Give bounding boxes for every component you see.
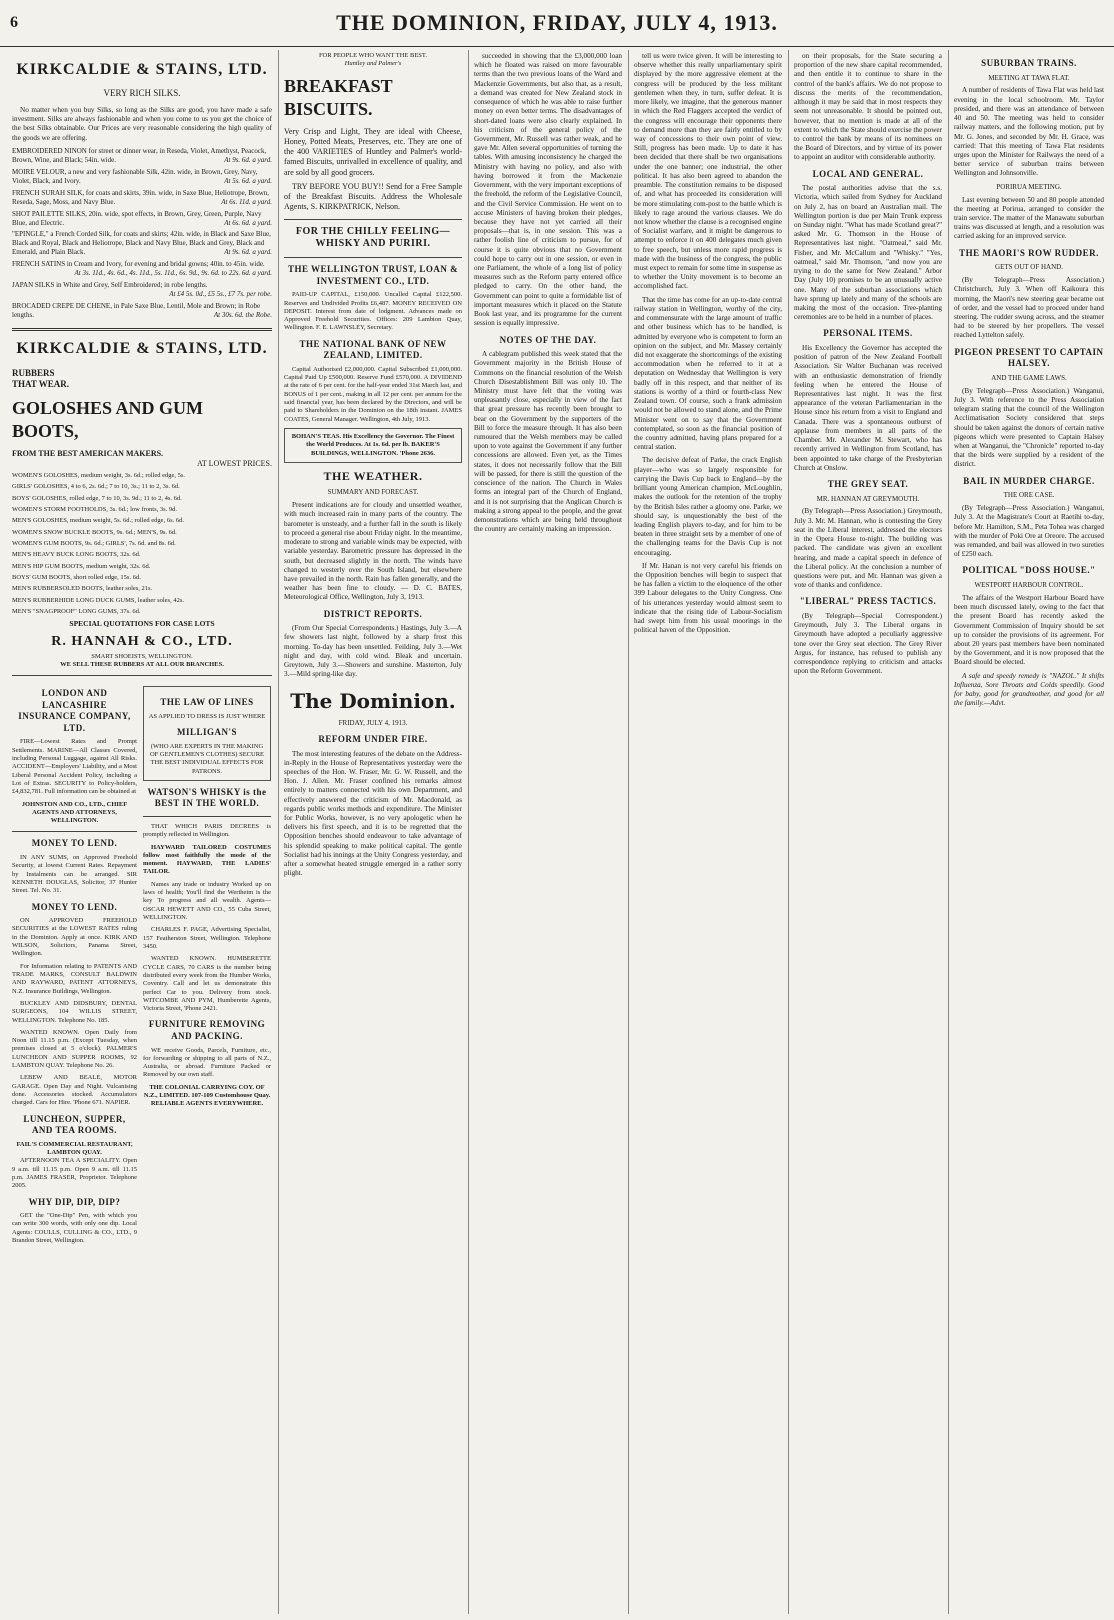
- article-body: That the time has come for an up-to-date central railway station in Wellington, worthy of the city, and commensurate with the large amount of traffic and other business which has to be handled, is admitted by everyone who is competent to form an opinion on the subject, and Mr. Massey certainly did not exaggerate the shortcomings of the existing accommodation when he referred to it at a deputation on Wednesday that Wellington is very badly off in this respect, and that neither of its stations is worthy of a third or fourth-class New Zealand town. Of course, such a frank admission would not be allowed to stand alone, and the Prime Minister went on to say that the Government contemplated, so soon as the financial position of the country admitted, having plans prepared for a central station.: [634, 295, 782, 452]
- porirua-body: Last evening between 50 and 80 people attended the meeting at Porirua, arranged to consider the train service. The matter of the Manawatu suburban trains was discussed at length, and a resolution was carried asking for an improved service.: [954, 195, 1104, 241]
- column-divider: [278, 50, 279, 1614]
- rubber-item: MEN'S HIP GUM BOOTS, medium weight, 32s. 6d.: [12, 562, 151, 570]
- column-divider: [948, 50, 949, 1614]
- goloshes-lowest: AT LOWEST PRICES.: [196, 458, 272, 468]
- rubber-item: WOMEN'S GOLOSHES, medium weight, 3s. 6d.; rolled edge, 5s.: [12, 472, 186, 480]
- hannah-sub: SMART SHOEISTS, WELLINGTON.: [91, 652, 193, 660]
- rubber-item: BOYS' GUM BOOTS, short rolled edge, 15s. 6d.: [12, 573, 141, 581]
- kirkcaldie-rubbers-heading: KIRKCALDIE & STAINS, LTD.: [16, 340, 268, 358]
- dip-heading: WHY DIP, DIP, DIP?: [28, 1196, 121, 1207]
- paris-ad: THAT WHICH PARIS DECREES is promptly reflected in Wellington.: [143, 822, 271, 839]
- silk-item: JAPAN SILKS in White and Grey, Self Embroidered; in robe lengths. At £4 5s. 0d., £5 5s., £7 7s. per robe.: [12, 281, 272, 299]
- insurance-agent: JOHNSTON AND CO., LTD., CHIEF AGENTS AND ATTORNEYS, WELLINGTON.: [21, 800, 128, 825]
- column-divider: [628, 50, 629, 1614]
- carrying-company: THE COLONIAL CARRYING COY. OF N.Z., LIMITED. 107-109 Customhouse Quay. RELIABLE AGENTS EVERYWHERE.: [143, 1083, 271, 1108]
- ad-left: [12, 682, 137, 1249]
- column-divider: [468, 50, 469, 1614]
- law-heading: THE LAW OF LINES: [160, 697, 254, 708]
- page-ad: CHARLES F. PAGE, Advertising Specialist, 157 Featherston Street, Wellington. Telephone 3450.: [143, 926, 271, 950]
- murder-heading: BAIL IN MURDER CHARGE.: [963, 475, 1095, 486]
- westport-heading: WESTPORT HARBOUR CONTROL.: [974, 580, 1084, 589]
- divider: [12, 328, 272, 331]
- luncheon-heading: LUNCHEON, SUPPER, AND TEA ROOMS.: [23, 1113, 126, 1136]
- money2-heading: MONEY TO LEND.: [31, 901, 118, 912]
- rubber-item: MEN'S GOLOSHES, medium weight, 5s. 6d.; rolled edge, 6s. 6d.: [12, 517, 184, 525]
- newspaper-title: THE DOMINION, FRIDAY, JULY 4, 1913.: [336, 10, 778, 35]
- grey-heading: THE GREY SEAT.: [827, 479, 909, 489]
- column-six: [954, 52, 1104, 1614]
- liberal-body: (By Telegraph—Special Correspondent.) Greymouth, July 3. The Liberal organs in Greymouth have adopted a peculiarly aggressive tone over the Grey seat election. The Grey River Argus, for instance, has refused to publish any correspondence replying to criticism and attacks upon the Reform Government.: [794, 611, 942, 676]
- article-body: on their proposals, for the State securing a proportion of the new share capital recommended, and then entitle it to continue to share in the control of the bank's affairs. We do not propose to discuss the merits of the recommendation, although it may be said that in most respects they seem not unreasonable. It should be pointed out, however, that no mention is made at all of the extent to which the State should exercise the power to control the bank by means of its nominees on the Board of Directors, and by virtue of its power to appoint an auditor with considerable authority.: [794, 52, 942, 162]
- column-two: [284, 52, 462, 1614]
- silks-subheading: VERY RICH SILKS.: [103, 88, 181, 99]
- biscuits-intro: FOR PEOPLE WHO WANT THE BEST.: [318, 52, 428, 59]
- rudder-sub: GETS OUT OF HAND.: [995, 263, 1063, 272]
- rubber-item: GIRLS' GOLOSHES, 4 to 6, 2s. 6d.; 7 to 10, 3s.; 11 to 2, 3s. 6d.: [12, 483, 180, 491]
- dentist-ad: BUCKLEY AND DIDSBURY, DENTAL SURGEONS, 104 WILLIS STREET, WELLINGTON. Telephone No. 185.: [12, 999, 137, 1024]
- rubbers-line: THAT WEAR.: [12, 379, 70, 390]
- patents-ad: For Information relating to PATENTS AND TRADE MARKS, CONSULT BALDWIN AND RAYWARD, PATENT ATTORNEYS, N.Z. Insurance Buildings, Wellington.: [12, 962, 137, 995]
- dip-body: GET the "One-Dip" Pen, with which you can write 300 words, with only one dip. Local Agents: COULLS, CULLING & CO., LTD., 9 Brandon Street, Wellington.: [12, 1212, 137, 1244]
- goloshes-from: FROM THE BEST AMERICAN MAKERS.: [12, 448, 164, 458]
- rudder-heading: THE MAORI'S ROW RUDDER.: [959, 247, 1099, 258]
- page-number: 6: [10, 14, 18, 31]
- silk-item: MOIRE VELOUR, a new and very fashionable Silk, 42in. wide, in Brown, Grey, Navy, Violet, Black, and Ivory. At 5s. 6d. a yard.: [12, 167, 272, 185]
- notes-body: A cablegram published this week stated that the Government majority in the British House of Commons on the financial resolution of the Welsh Church Disestablishment Bill was only 10. The Ministry must have felt that the voting was unpleasantly close, especially in view of the fact that great pressure has recently been brought to bear on the Government by the supporters of the Bill to force the measure through. It has also been rumoured that the Welsh members may be called upon to vote against the Government if any further concessions are allowed. Even yet, as the Times states, it does not necessarily follow that the Bill will be passed, for there is still the question of the conscience of the nation. The Church in Wales forms an integral part of the Church of England, and it is not surprising that the Anglican Church is making a strong appeal to the people, and the great demonstrations which are being held throughout the country are certainly making an impression.: [474, 350, 622, 534]
- silk-item: FRENCH SURAH SILK, for coats and skirts, 39in. wide, in Saxe Blue, Heliotrope, Brown, Reseda, Sage, Moss, and Navy Blue. At 6s. 11d. a yard.: [12, 188, 272, 206]
- silk-item: EMBROIDERED NINON for street or dinner wear, in Reseda, Violet, Amethyst, Peacock, Brown, Wine, and Black; 54in. wide. At 9s. 6d. a yard.: [12, 146, 272, 164]
- reform-body: The most interesting features of the debate on the Address-in-Reply in the House of Representatives yesterday were the speeches of the Hon. W. Fraser, Mr. G. W. Russell, and the Hon. J. Allen. Mr. Fraser confined his remarks almost entirely to matters connected with his own Department, and effectively answered the criticism of Mr. Macdonald, as regards public works methods and expenditure. The Minister for Public Works, however, is no very apologetic when he delivers his first speech, and it is to be regretted that the Opposition benches should endeavour to take advantage of his splendid speaking to make political capital. The gentle Socialist had his innings at the Unity Congress yesterday, and after a somewhat heated struggle emerged in a rather sorry plight.: [284, 749, 462, 878]
- insurance-body: FIRE—Lowest Rates and Prompt Settlements. MARINE—All Classes Covered, including Personal Luggage, against All Risks. ACCIDENT—Employers' Liability, and a Most Liberal Personal Accident Policy, including a Lot of Extras. SECURITY to Policy-holders, £4,832,781. Full information can be obtained at: [12, 738, 137, 796]
- article-body: succeeded in showing that the £3,000,000 loan which he floated was raised on more favourable terms than the two previous loans of the Ward and Mackenzie Governments, but also that, as a result, a demand was created for New Zealand stock in consequence of which he was able to raise further money on even better terms. The disadvantages of short-dated loans were also clearly explained. In his criticism of the general policy of the Government, Mr. Russell was rather weak, and he gave Mr. Allen several opportunities of turning the tables. With amusing inconsistency he charged the Ministry with having no policy, and also with having borrowed it from the Mackenzie Government, with the very important exceptions of the freehold, the reform of the Legislative Council, and the Civil Service Commission. He went on to accuse Ministers of having broken their pledges, because they have not yet carried all their proposals—that is, in one session. This was a rather foolish line of criticism to pursue, for of course it is quite obvious that no Government could hope to carry out in one session, or even in one Parliament, the whole of a long list of policy measures such as the Reform party entered office pledged to carry. On the other hand, the Government can point to quite a formidable list of important measures which it placed on the Statute Book last year, and its programme for the current session is equally impressive.: [474, 52, 622, 328]
- rubber-item: MEN'S RUBBERHIDE LONG DUCK GUMS, leather soles, 42s.: [12, 596, 184, 604]
- law-of-lines-ad: [143, 686, 271, 781]
- money-heading: MONEY TO LEND.: [31, 838, 118, 849]
- furniture-body: WE receive Goods, Parcels, Furniture, etc., for forwarding or shipping to all parts of N.Z., Australia, or abroad. Furniture Packed or Removed by our own staff.: [143, 1046, 271, 1079]
- column-three: [474, 52, 622, 1614]
- divider: [12, 675, 272, 676]
- biscuits-try: TRY BEFORE YOU BUY!! Send for a Free Sample of the Breakfast Biscuits. Address the Wholesale Agents, S. KIRKPATRICK, Nelson.: [284, 181, 462, 212]
- dominion-title: The Dominion.: [290, 689, 456, 714]
- wanted-ad: WANTED KNOWN. Open Daily from Noon till 11.15 p.m. (Except Tuesday, when premises closed at 5 o'clock). PALMER'S LUNCHEON AND SUPPER ROOMS, 92 LAMBTON QUAY. Telephone No. 26.: [12, 1028, 137, 1070]
- liberal-heading: "LIBERAL" PRESS TACTICS.: [799, 596, 937, 607]
- ad-row: [12, 682, 272, 1249]
- local-heading: LOCAL AND GENERAL.: [812, 168, 924, 179]
- rubbers-line: RUBBERS: [12, 367, 55, 378]
- watson-whisky-ad: WATSON'S WHISKY is the BEST IN THE WORLD.: [147, 786, 267, 809]
- column-divider: [788, 50, 789, 1614]
- paper-ad: Names any trade or industry Worked up on laws of health; You'll find the Wertheim is the key To progress and all wealth. Agents—OSCAR HEWETT AND CO., 55 Cuba Street, WELLINGTON.: [143, 880, 271, 922]
- hannah-heading: R. HANNAH & CO., LTD.: [51, 633, 233, 649]
- milligan-name: MILLIGAN'S: [176, 727, 237, 738]
- money2-body: ON APPROVED FREEHOLD SECURITIES at the LOWEST RATES ruling in the Dominion. Apply at once. KIRK AND WILSON, Solicitors, Panama Street, Wellington.: [12, 917, 137, 958]
- rudder-body: (By Telegraph—Press Association.) Christchurch, July 3. When off Kaikoura this morning, the Maori's new steering gear became out of order, and the vessel had to proceed under hand steering. The rudder swung across, and the steamer had to be steered by her propellers. The vessel reached Lyttelton safely.: [954, 276, 1104, 340]
- divider: [143, 816, 271, 817]
- furniture-heading: FURNITURE REMOVING AND PACKING.: [148, 1019, 266, 1041]
- westport-body: The affairs of the Westport Harbour Board have been much discussed lately, owing to the fact that the present Board has recently asked the Government Commission of Inquiry should be set up to consider the provisions of its agreement. For about 20 years past members have been nominated by the Government, and it is now proposed that the Board should be elected.: [954, 593, 1104, 667]
- pigeon-heading: PIGEON PRESENT TO CAPTAIN HALSEY.: [954, 346, 1104, 369]
- district-heading: DISTRICT REPORTS.: [323, 608, 423, 619]
- biscuits-body: Very Crisp and Light, They are ideal with Cheese, Honey, Potted Meats, Preserves, etc. They are one of the 400 VARIETIES of Huntley and Palmer's world-famed Biscuits, unrivalled in excellence of quality, and are sold by all good grocers.: [284, 126, 462, 177]
- rubber-item: MEN'S HEAVY BUCK LONG BOOTS, 32s. 6d.: [12, 551, 141, 559]
- divider: [284, 257, 462, 258]
- grey-sub: MR. HANNAN AT GREYMOUTH.: [816, 494, 920, 503]
- hayward-ad: HAYWARD TAILORED COSTUMES follow most faithfully the mode of the moment. HAYWARD, THE LADIES' TAILOR.: [143, 843, 271, 876]
- rubber-item: MEN'S "SNAGPROOF" LONG GUMS, 37s. 6d.: [12, 607, 141, 615]
- rubber-item: MEN'S RUBBERSOLED BOOTS, leather soles, 21s.: [12, 585, 153, 593]
- silk-item: "EPINGLE," a French Corded Silk, for coats and skirts; 42in. wide, in Black and Saxe Blue, Black and Royal, Black and Heliotrope, Black and Navy Blue, Black and Grey, Black and Emerald, and Plain Black. At 9s. 6d. a yard.: [12, 230, 272, 257]
- rubber-item: WOMEN'S GUM BOOTS, 9s. 6d.; GIRLS', 7s. 6d. and 8s. 6d.: [12, 539, 176, 547]
- silk-item: FRENCH SATINS in Cream and Ivory, for evening and bridal gowns; 40in. to 45in. wide. At 3s. 11d., 4s. 6d., 4s. 11d., 5s. 11d., 6s. 9d., 9s. 6d. to 22s. 6d. a yard.: [12, 260, 272, 278]
- personal-body: His Excellency the Governor has accepted the position of patron of the New Zealand Football Association. Sir Walter Buchanan was received with an enthusiastic demonstration of friendly feeling when he entered the House of Representatives last night. It was the first appearance of the veteran Parliamentarian in the House since his return from a visit to England and Canada. There was a spontaneous outburst of applause from members in all parts of the Chamber. Mr. Alexander M. Stewart, who has recently arrived in Wellington from Scotland, has been appointed to take charge of the Presbyterian Church at Onslow.: [794, 343, 942, 472]
- ad-right: [143, 682, 271, 1249]
- pigeon-body: (By Telegraph—Press Association.) Wanganui, July 3. With reference to the Press Association telegram stating that the council of the Wellington Acclimatisation Society considered that steps should be taken against the donors of certain native pigeons which were presented to Captain Halsey when at Wanganui, the "Chronicle" reported to-day that the birds were supplied by a resident of the district.: [954, 386, 1104, 469]
- trust-heading: THE WELLINGTON TRUST, LOAN & INVESTMENT CO., LTD.: [287, 264, 459, 286]
- biscuits-maker: Huntley and Palmer's: [344, 60, 402, 68]
- pigeon-sub: AND THE GAME LAWS.: [991, 373, 1067, 382]
- notes-heading: NOTES OF THE DAY.: [499, 334, 597, 345]
- special-quotations: SPECIAL QUOTATIONS FOR CASE LOTS: [69, 619, 215, 629]
- murder-sub: THE ORE CASE.: [1003, 491, 1055, 500]
- nazol-ad: A safe and speedy remedy is "NAZOL." It shifts Influenza, Sore Throats and Colds speedily. Good for baby, good for grandmother, and good for all the family.—Advt.: [954, 671, 1104, 708]
- money-body: IN ANY SUMS, on Approved Freehold Security, at lowest Current Rates. Repayment by Instalments can be arranged. SIR KENNETH DOUGLAS, Solicitor, 37 Hunter Street. Tel. No. 31.: [12, 853, 137, 895]
- tawa-heading: MEETING AT TAWA FLAT.: [988, 73, 1070, 82]
- bohan-teas-ad: BOHAN'S TEAS. His Excellency the Governor. The Finest the World Produces. At 1s. 6d. per lb. BAKER'S BUILDINGS, WELLINGTON. 'Phone 2636.: [284, 428, 462, 463]
- insurance-heading: LONDON AND LANCASHIRE INSURANCE COMPANY, LTD.: [18, 688, 131, 733]
- weather-heading: THE WEATHER.: [323, 468, 423, 483]
- personal-heading: PERSONAL ITEMS.: [823, 328, 913, 339]
- doss-heading: POLITICAL "DOSS HOUSE.": [962, 565, 1096, 576]
- local-body: The postal authorities advise that the s.s. Victoria, which sailed from Sydney for Auckland on July 2, has on board an Australian mail. The Wellington portion is due per Main Trunk express on Sunday night. "What has made Scotland great?" asked Mr. G. Thomson in the House of Representatives last night. "Oatmeal," said Mr. Fisher, and Mr. McCallum and "Whisky." "Yes, oatmeal," said Mr. Thomson, "and now you are trying to do the same for New Zealand." Arbor Day (July 10) promises to be an unusually active one. Many of the suburban associations which have sprung up lately and many of the schools are making the most of the occasion. Tree-planting ceremonies are to be held in a number of places.: [794, 184, 942, 322]
- fail-restaurant: FAIL'S COMMERCIAL RESTAURANT, LAMBTON QUAY.: [16, 1140, 133, 1156]
- law-body: AS APPLIED TO DRESS IS JUST WHERE: [148, 712, 266, 720]
- rubber-item: WOMEN'S STORM FOOTHOLDS, 3s. 6d.; low fronts, 3s. 9d.: [12, 506, 178, 514]
- article-body: If Mr. Hanan is not very careful his friends on the Opposition benches will begin to suspect that he has fallen a victim to the eloquence of the other 399 Labour delegates to the Unity Congress. One of his utterances yesterday would almost seem to indicate that the rising tide of Labour-Socialism had swept him from his usual moorings in the political haven of the Opposition.: [634, 561, 782, 635]
- law-tail: (WHO ARE EXPERTS IN THE MAKING OF GENTLEMEN'S CLOTHES) SECURE THE BEST INDIVIDUAL EFFECTS FOR PATRONS.: [149, 742, 265, 775]
- humberette-ad: WANTED KNOWN. HUMBERETTE CYCLE CARS, 70 CARS is the number being distributed every week from the Humber Works, Coventry. Call and let us demonstrate this perfect Car to you. Delivery from stock. WITCOMBE AND PYM, Humberette Agents, Victoria Street, 'Phone 2421.: [143, 955, 271, 1013]
- silk-item: BROCADED CREPE DE CHENE, in Pale Saxe Blue, Lentil, Mole and Brown; in Robe lengths. At 30s. 6d. the Robe.: [12, 302, 272, 320]
- motor-ad: LEBEW AND BEALE, MOTOR GARAGE. Open Day and Night. Vulcanising done. Accessories stocked. Accumulators charged. Cars for Hire. 'Phone 671. NAPIER.: [12, 1074, 137, 1107]
- rubber-item: WOMEN'S SNOW BUCKLE BOOTS, 9s. 6d.; MEN'S, 9s. 6d.: [12, 528, 177, 536]
- dominion-date: FRIDAY, JULY 4, 1913.: [338, 719, 408, 728]
- biscuits-heading: BREAKFAST BISCUITS.: [284, 75, 393, 119]
- rubber-item: BOYS' GOLOSHES, rolled edge, 7 to 10, 3s. 9d.; 11 to 2, 4s. 6d.: [12, 494, 182, 502]
- murder-body: (By Telegraph—Press Association.) Wanganui, July 3. At the Magistrate's Court at Raetihi to-day, before Mr. Hamilton, S.M., Peta Tohea was charged with the murder of Poki Ore at Oreore. The accused was remanded, and bail was allowed in two sureties of £250 each.: [954, 504, 1104, 559]
- grey-body: (By Telegraph—Press Association.) Greymouth, July 3. Mr. M. Hannan, who is contesting the Grey seat in the Liberal interest, addressed the electors in the Opera House to-night. The building was packed. The candidate was given an excellent hearing, and made a capital speech in defence of the Liberal policy. At the conclusion a number of questions were put, and Mr. Hannan was given a vote of thanks and confidence.: [794, 507, 942, 590]
- weather-body: Present indications are for cloudy and unsettled weather, with much increased rain in many parts of the country. The barometer is unsteady, and a further fall in the south is likely to proceed a general rise about Friday night. In the meantime, moderate to strong and variable winds may be expected, with variable yesterday. Barometric pressure has depressed in the south, but decreased slightly in the north. The winds have changed to westerly over the South Island, but elsewhere have prevailed in the north. Rain has fallen generally, and the weather has been fine to cloudy. — D. C. BATES, Meteorological Office, Wellington, July 3, 1913.: [284, 501, 462, 602]
- masthead: [0, 0, 1114, 47]
- trust-body: PAID-UP CAPITAL, £150,000. Uncalled Capital £122,500. Reserves and Undivided Profits £6,487. MONEY RECEIVED ON DEPOSIT. Interest from date of lodgment. Advances made on Approved Freehold Securities. Offices: 209 Lambton Quay, Wellington. F. E. LAWNSLEY, Secretary.: [284, 291, 462, 332]
- weather-sub: SUMMARY AND FORECAST.: [327, 488, 419, 497]
- goloshes-heading: GOLOSHES AND GUM BOOTS,: [12, 397, 204, 441]
- divider: [12, 831, 137, 832]
- suburban-heading: SUBURBAN TRAINS.: [981, 58, 1077, 68]
- kirkcaldie-silks-heading: KIRKCALDIE & STAINS, LTD.: [16, 61, 268, 78]
- whisky-ad: FOR THE CHILLY FEELING— WHISKY AND PURIRI.: [295, 225, 451, 250]
- divider: [284, 219, 462, 220]
- article-body: The decisive defeat of Parke, the crack English player—who was so largely responsible for carrying the Davis Cup back to England—by the brilliant young American champion, McLoughlin, makes the outlook for the retention of the trophy by the British Isles rather a gloomy one. Parke, we should say, is unquestionably the best of the leading English players to-day, and for him to be beaten in three straight sets by a member of one of the challenging teams for the Davis Cup is not encouraging.: [634, 456, 782, 557]
- district-body: (From Our Special Correspondents.) Hastings, July 3.—A few showers last night, followed by a sharp frost this morning. To-day has been unsettled. Feilding, July 3.—Wet night and day, with cold wind. Bleak and uncertain. Greytown, July 3.—Showers and sunshine. Masterton, July 3.—Mild spring-like day.: [284, 624, 462, 679]
- bank-body: Capital Authorised £2,000,000. Capital Subscribed £1,000,000. Capital Paid Up £500,000. Reserve Fund £570,000. A DIVIDEND at the rate of 6 per cent. for the half-year ended 31st March last, and BONUS of 1 per cent., making in all 12 per cent. per annum for the said financial year, has been declared by the Directors, and will be paid to Shareholders in the Dominion on the 18th instant. JAMES COATES, General Manager. Wellington, 4th July, 1913.: [284, 365, 462, 423]
- column-advertisements: [12, 52, 272, 1614]
- silks-intro: No matter when you buy Silks, so long as the Silks are good, you have made a safe investment. Silks are always fashionable and when you come to us you get the choice of the best Silks obtainable. Our Prices are very reasonable considering the high quality of the goods we are offering.: [12, 105, 272, 142]
- reform-heading: REFORM UNDER FIRE.: [318, 734, 428, 744]
- tawa-body: A number of residents of Tawa Flat was held last evening in the local schoolroom. Mr. Taylor presided, and there was an attendance of between 40 and 50. The meeting was held to consider railway matters, and the following motion, put by Mr. G. Jones, and seconded by Mr. H. Grace, was carried: That this meeting of Tawa Flat residents urges upon the Minister for Railways the need of a better service of suburban trains between Wellington and Johnsonville.: [954, 86, 1104, 178]
- bank-heading: THE NATIONAL BANK OF NEW ZEALAND, LIMITED.: [299, 338, 447, 361]
- column-five: [794, 52, 942, 1614]
- porirua-heading: PORIRUA MEETING.: [996, 182, 1062, 191]
- hannah-branches: WE SELL THESE RUBBERS AT ALL OUR BRANCHES.: [60, 660, 224, 668]
- column-four: [634, 52, 782, 1614]
- silk-item: SHOT PAILETTE SILKS, 20in. wide, spot effects, in Brown, Grey, Green, Purple, Navy Blue, and Electric. At 6s. 6d. a yard.: [12, 209, 272, 227]
- article-body: tell us were twice given. It will be interesting to observe whether this really unparliamentary spirit displayed by the more aggressive element at the congress will be produced by the less militant gentlemen when they, in turn, suffer defeat. It is more likely, we imagine, that the generous manner in which the Red Flaggers accepted the verdict of the congress will encourage their opponents there to demand more than they are fairly entitled to by way of concessions to their own point of view. Still, progress has been made. Up to date it has been decided that there shall be two organisations under the one banner; one industrial, the other political. It has also been agreed to abandon the preamble. The constitution remains to be disposed of, and what has proceeded its consideration will be more stimulating com-post to the battle which is likely to rage around the various clauses. We do not know whether the clause is a recognised engine of Socialist warfare, and it might be dangerous to attempt to enforce it on 400 delegates much given to free speech, but unless more rapid progress is made with the business of the congress, the public must expect to remain for some time in suspense as to whether the Unity movement is to become an accomplished fact.: [634, 52, 782, 291]
- tea-ad: AFTERNOON TEA A SPECIALITY. Open 9 a.m. till 11.15 p.m. Open 9 a.m. till 11.15 p.m. JAMES FRASER, Proprietor. Telephone 2005.: [12, 1157, 137, 1190]
